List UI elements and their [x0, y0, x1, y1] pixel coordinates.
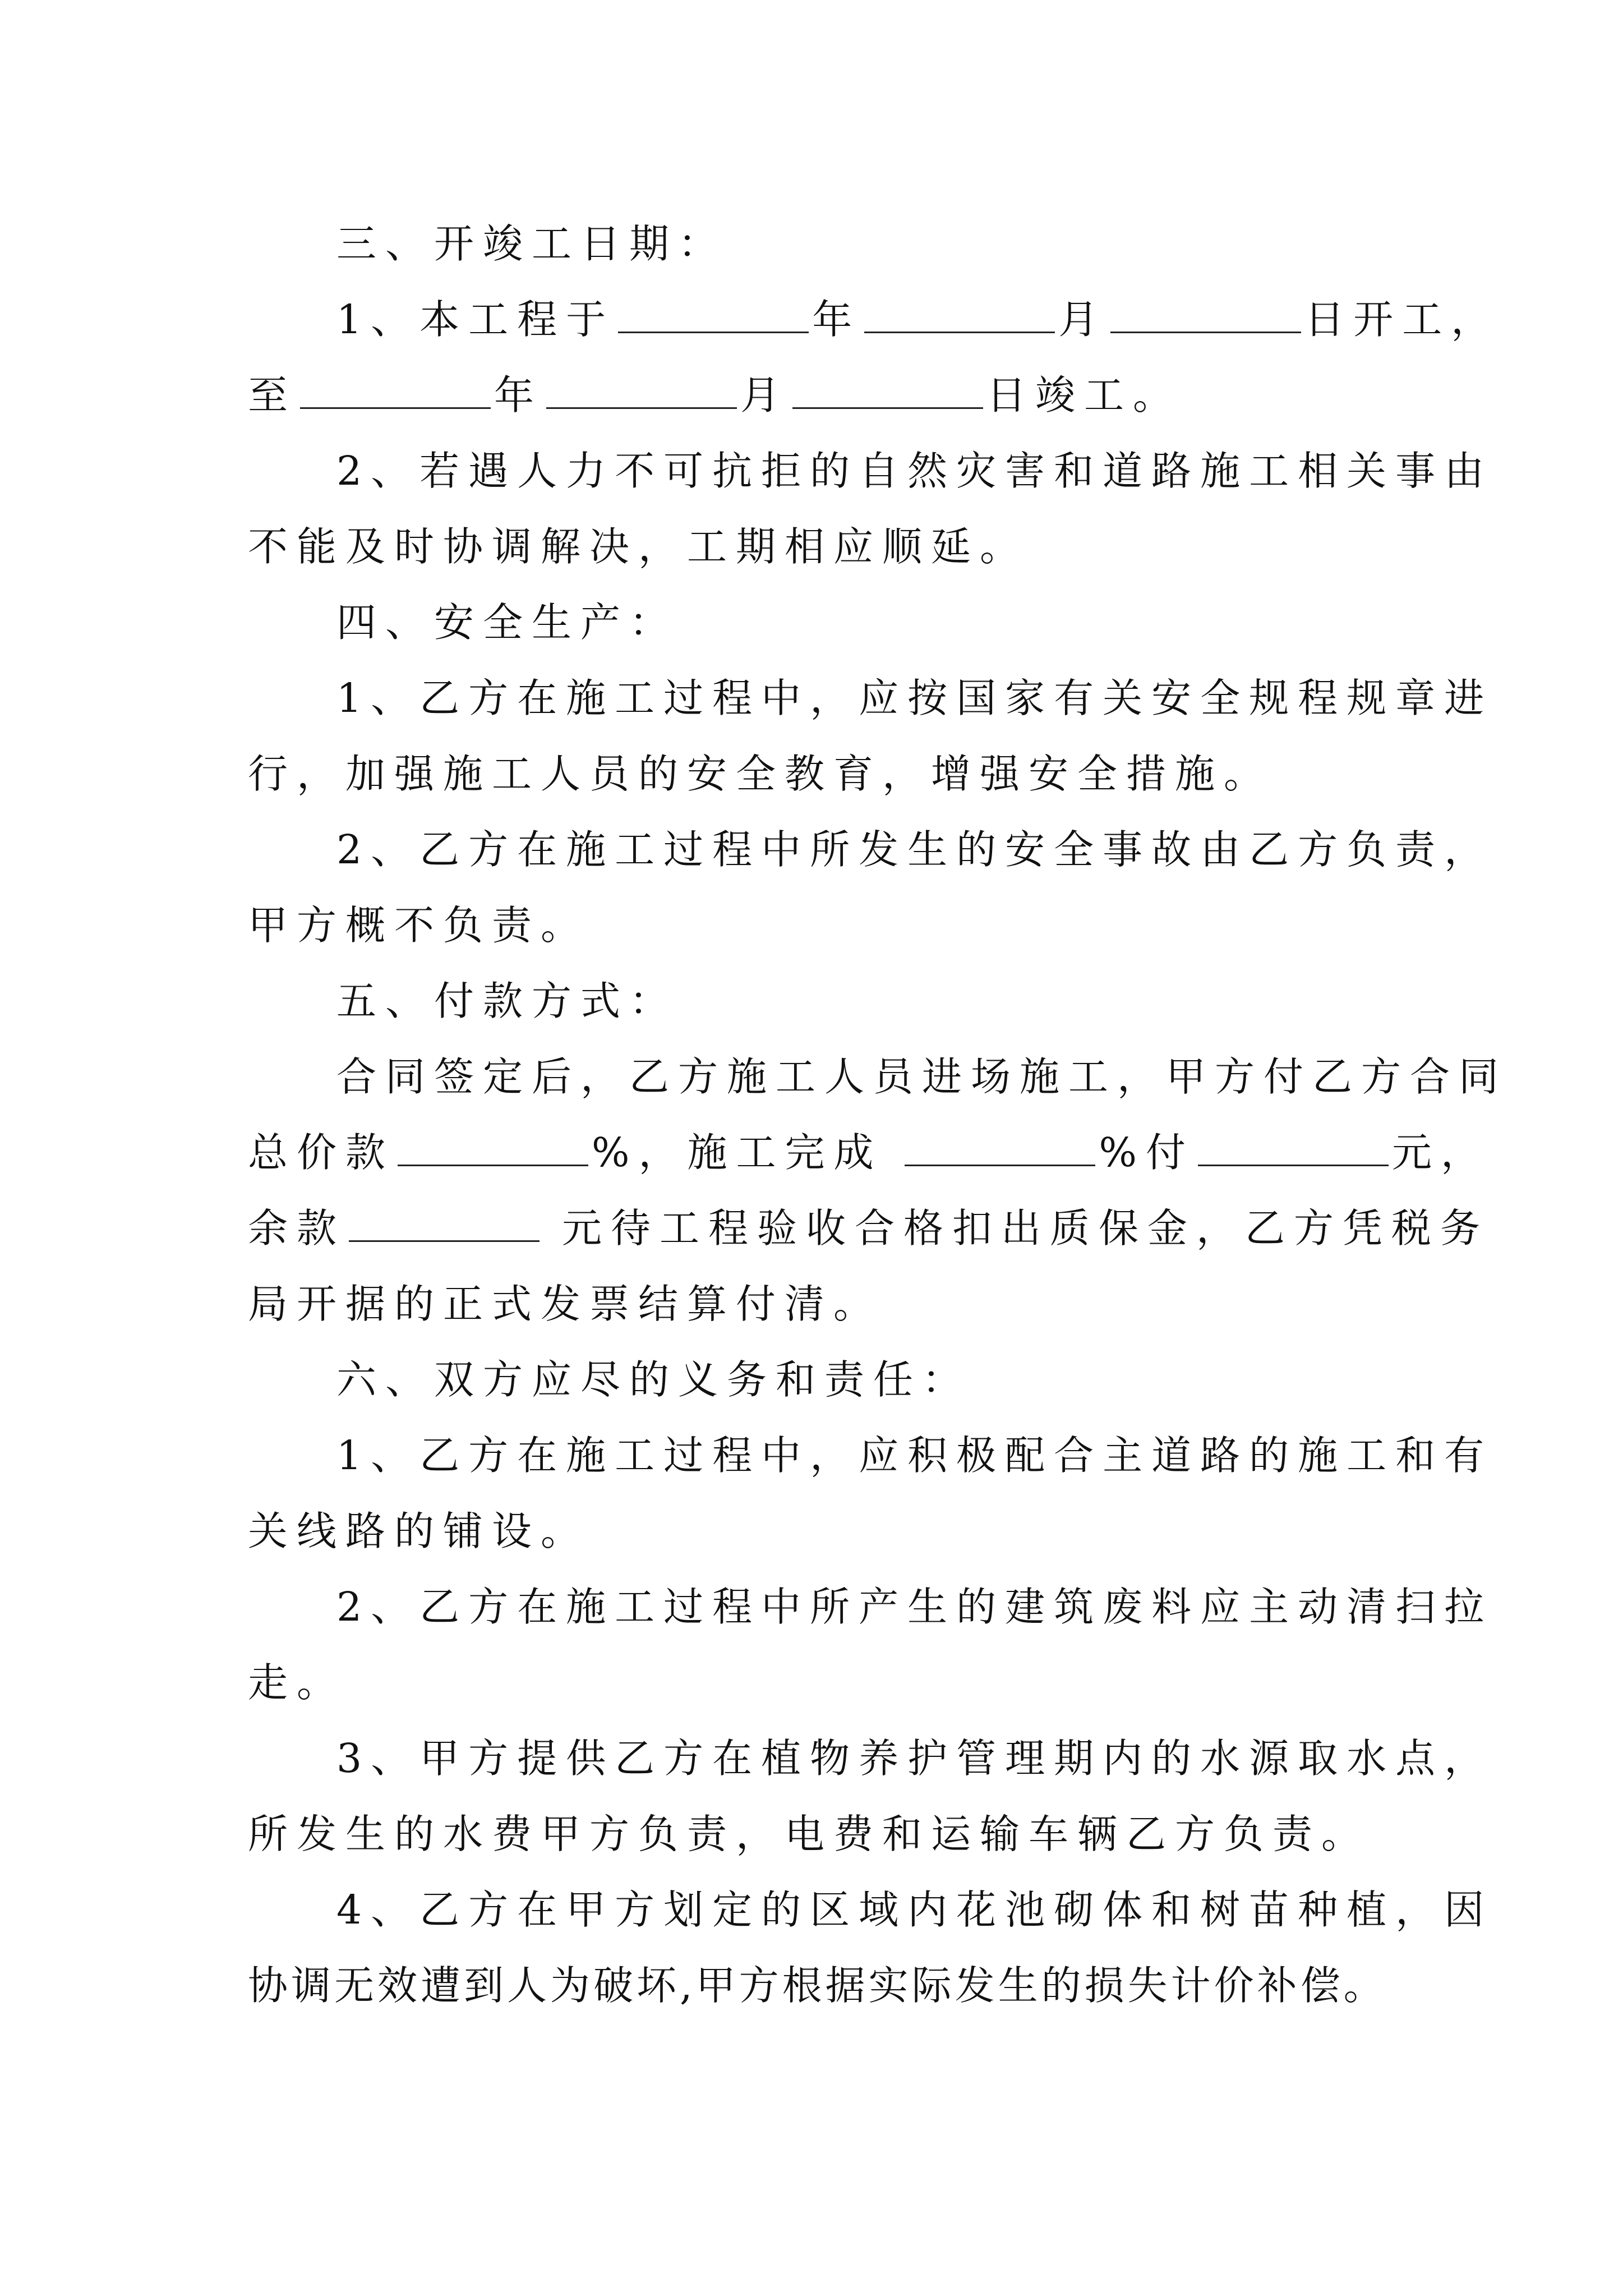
section-5-paragraph-line-3 [248, 1200, 1489, 1257]
section-5-paragraph-line-4 [248, 1276, 882, 1332]
section-3-item-2-line-1 [336, 443, 1493, 499]
section-5-paragraph-line-2 [248, 1125, 1490, 1181]
fill-blank-day[interactable] [1110, 298, 1301, 333]
section-6-item-4-line-1 [336, 1882, 1493, 1938]
section-4-item-2-line-1 [336, 822, 1493, 878]
text-segment: 月 [1058, 296, 1108, 343]
fill-blank-remaining-amount[interactable] [349, 1207, 540, 1242]
text-segment: 4、乙方在甲方划定的区域内花池砌体和树苗种植，因 [336, 1887, 1493, 1933]
text-segment: 1、乙方在施工过程中，应按国家有关安全规程规章进 [336, 675, 1493, 721]
section-6-item-2-line-2 [248, 1655, 345, 1711]
text-segment: 日开工， [1304, 296, 1500, 343]
text-segment: 1、乙方在施工过程中，应积极配合主道路的施工和有 [336, 1432, 1493, 1479]
section-4-item-1-line-1 [336, 670, 1493, 726]
fill-blank-end-day[interactable] [792, 374, 983, 409]
section-5-heading [336, 973, 678, 1029]
section-6-item-1-line-1 [336, 1428, 1493, 1484]
text-segment: 2、若遇人力不可抗拒的自然灾害和道路施工相关事由 [336, 448, 1493, 494]
text-segment: 余款 [248, 1205, 346, 1251]
text-segment: 合同签定后，乙方施工人员进场施工，甲方付乙方合同 [336, 1053, 1508, 1100]
text-segment: 3、甲方提供乙方在植物养护管理期内的水源取水点， [336, 1735, 1493, 1782]
text-segment: 至 [248, 372, 297, 418]
text-segment: 所发生的水费甲方负责，电费和运输车辆乙方负责。 [248, 1811, 1371, 1857]
section-4-heading [336, 595, 678, 651]
section-4-item-1-line-2 [248, 746, 1272, 802]
text-segment: 年 [494, 372, 543, 418]
section-3-heading [336, 216, 727, 272]
fill-blank-end-year[interactable] [300, 374, 491, 409]
text-segment: 总价款 [248, 1129, 395, 1176]
text-segment: 日竣工。 [986, 372, 1182, 418]
section-6-heading [336, 1352, 971, 1408]
text-segment: 元待工程验收合格扣出质保金，乙方凭税务 [562, 1205, 1490, 1251]
section-6-title: 六、双方应尽的义务和责任： [336, 1356, 971, 1403]
text-segment: 协调无效遭到人为破坏,甲方根据实际发生的损失计价补偿。 [248, 1962, 1387, 2009]
text-segment: 甲方概不负责。 [248, 902, 590, 949]
fill-blank-end-month[interactable] [546, 374, 737, 409]
fill-blank-month[interactable] [864, 298, 1055, 333]
text-segment: 走。 [248, 1659, 346, 1706]
section-3-item-1-line-2 [248, 367, 1182, 424]
section-6-item-3-line-2 [248, 1806, 1370, 1862]
section-5-paragraph-line-1 [336, 1049, 1507, 1105]
text-segment: 元， [1391, 1129, 1490, 1176]
text-segment: 月 [740, 372, 790, 418]
text-segment: %付 [1099, 1129, 1195, 1176]
text-segment: %，施工完成 [592, 1129, 883, 1176]
section-5-title: 五、付款方式： [336, 978, 679, 1024]
fill-blank-year[interactable] [618, 298, 809, 333]
section-6-item-3-line-1 [336, 1731, 1493, 1787]
text-segment: 不能及时协调解决，工期相应顺延。 [248, 523, 1029, 570]
text-segment: 行，加强施工人员的安全教育，增强安全措施。 [248, 751, 1273, 797]
section-6-item-2-line-1 [336, 1579, 1493, 1635]
fill-blank-percent-1[interactable] [398, 1131, 588, 1166]
text-segment: 1、本工程于 [336, 296, 615, 343]
text-segment: 关线路的铺设。 [248, 1508, 590, 1554]
section-3-title: 三、开竣工日期： [336, 220, 727, 267]
section-4-item-2-line-2 [248, 898, 589, 954]
section-3-item-2-line-2 [248, 519, 1029, 575]
text-segment: 2、乙方在施工过程中所发生的安全事故由乙方负责， [336, 826, 1493, 873]
text-segment: 年 [812, 296, 861, 343]
section-6-item-1-line-2 [248, 1503, 589, 1559]
section-6-item-4-line-2 [248, 1958, 1387, 2014]
text-segment: 局开据的正式发票结算付清。 [248, 1281, 883, 1327]
text-segment: 2、乙方在施工过程中所产生的建筑废料应主动清扫拉 [336, 1584, 1493, 1630]
section-3-item-1-line-1 [336, 292, 1500, 348]
fill-blank-percent-2[interactable] [905, 1131, 1095, 1166]
fill-blank-amount-1[interactable] [1198, 1131, 1389, 1166]
section-4-title: 四、安全生产： [336, 599, 679, 646]
